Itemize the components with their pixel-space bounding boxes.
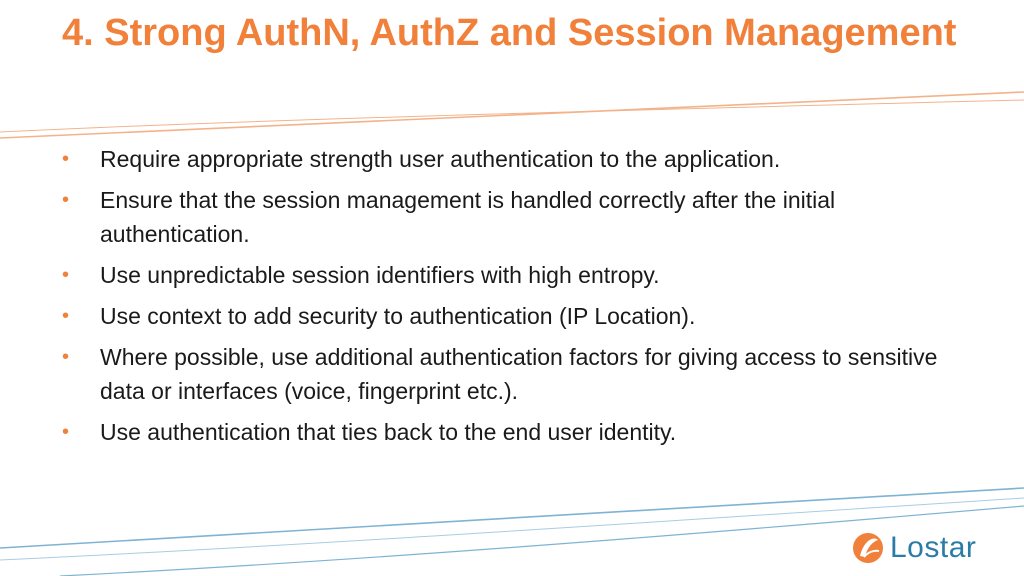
bullet-marker: •	[62, 305, 70, 327]
bullet-marker: •	[62, 264, 70, 286]
slide-title: 4. Strong AuthN, AuthZ and Session Management	[62, 12, 957, 54]
bullet-text: Ensure that the session management is handled correctly after the initial authentication.	[100, 187, 836, 247]
bullet-marker: •	[62, 148, 70, 170]
bullet-list	[62, 142, 982, 456]
bullet-item	[62, 258, 982, 292]
bullet-text: Use context to add security to authentication (IP Location).	[100, 303, 696, 329]
bullet-marker: •	[62, 346, 70, 368]
bullet-item	[62, 415, 982, 449]
bullet-marker: •	[62, 189, 70, 211]
bullet-item	[62, 183, 982, 251]
bullet-text: Use unpredictable session identifiers with high entropy.	[100, 262, 660, 288]
bullet-text: Where possible, use additional authentication factors for giving access to sensitive data or interfaces (voice, fingerprint etc.).	[100, 344, 938, 404]
lostar-logo-icon	[850, 530, 886, 566]
bullet-item	[62, 340, 982, 408]
bullet-text: Require appropriate strength user authentication to the application.	[100, 146, 781, 172]
lostar-logo	[850, 526, 976, 570]
bullet-item	[62, 299, 982, 333]
logo-text: Lostar	[890, 531, 977, 564]
bullet-item	[62, 142, 982, 176]
bullet-marker: •	[62, 421, 70, 443]
bullet-text: Use authentication that ties back to the end user identity.	[100, 419, 677, 445]
